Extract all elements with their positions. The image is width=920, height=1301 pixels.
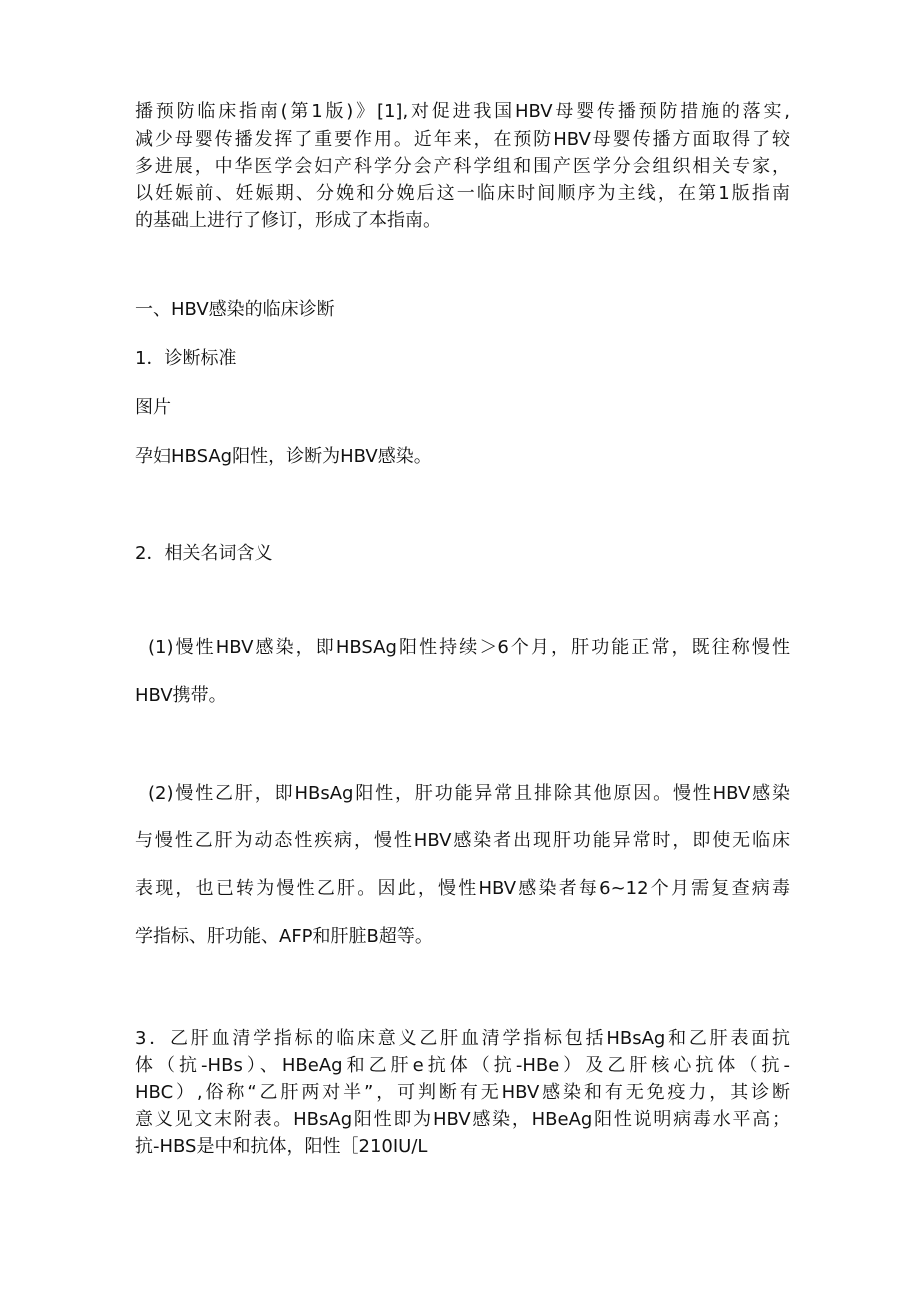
item-2-line-2: 与慢性乙肝为动态性疾病，慢性HBV感染者出现肝功能异常时，即使无临床 — [135, 830, 790, 851]
image-placeholder-text: 图片 — [135, 397, 171, 418]
subsection-3-line-1: 3．乙肝血清学指标的临床意义乙肝血清学指标包括HBsAg和乙肝表面抗 — [135, 1028, 790, 1049]
subsection-2-heading: 2．相关名词含义 — [135, 543, 273, 564]
item-2-line-4: 学指标、肝功能、AFP和肝脏B超等。 — [135, 926, 433, 947]
subsection-3-line-2: 体（抗-HBs）、HBeAg和乙肝e抗体（抗-HBe）及乙肝核心抗体（抗- — [135, 1055, 790, 1076]
item-2-line-3: 表现，也已转为慢性乙肝。因此，慢性HBV感染者每6~12个月需复查病毒 — [135, 878, 790, 899]
intro-line-3: 多进展，中华医学会妇产科学分会产科学组和围产医学分会组织相关专家， — [135, 156, 790, 177]
intro-line-1: 播预防临床指南(第1版)》[1],对促进我国HBV母婴传播预防措施的落实, — [135, 101, 790, 122]
diagnosis-text: 孕妇HBSAg阳性，诊断为HBV感染。 — [135, 446, 432, 467]
intro-line-4: 以妊娠前、妊娠期、分娩和分娩后这一临床时间顺序为主线，在第1版指南 — [135, 183, 790, 204]
subsection-3-line-5: 抗-HBS是中和抗体，阳性［210IU/L — [135, 1136, 428, 1157]
intro-line-2: 减少母婴传播发挥了重要作用。近年来，在预防HBV母婴传播方面取得了较 — [135, 129, 790, 150]
section-heading: 一、HBV感染的临床诊断 — [135, 299, 335, 320]
intro-line-5: 的基础上进行了修订，形成了本指南。 — [135, 210, 441, 231]
item-2-line-1: (2)慢性乙肝，即HBsAg阳性，肝功能异常且排除其他原因。慢性HBV感染 — [148, 783, 790, 804]
subsection-3-line-3: HBC）,俗称“乙肝两对半”，可判断有无HBV感染和有无免疫力，其诊断 — [135, 1082, 790, 1103]
item-1-line-1: (1)慢性HBV感染，即HBSAg阳性持续＞6个月，肝功能正常，既往称慢性 — [148, 637, 790, 658]
subsection-1-heading: 1．诊断标准 — [135, 348, 237, 369]
item-1-line-2: HBV携带。 — [135, 685, 227, 706]
subsection-3-line-4: 意义见文末附表。HBsAg阳性即为HBV感染，HBeAg阳性说明病毒水平高； — [135, 1109, 790, 1130]
